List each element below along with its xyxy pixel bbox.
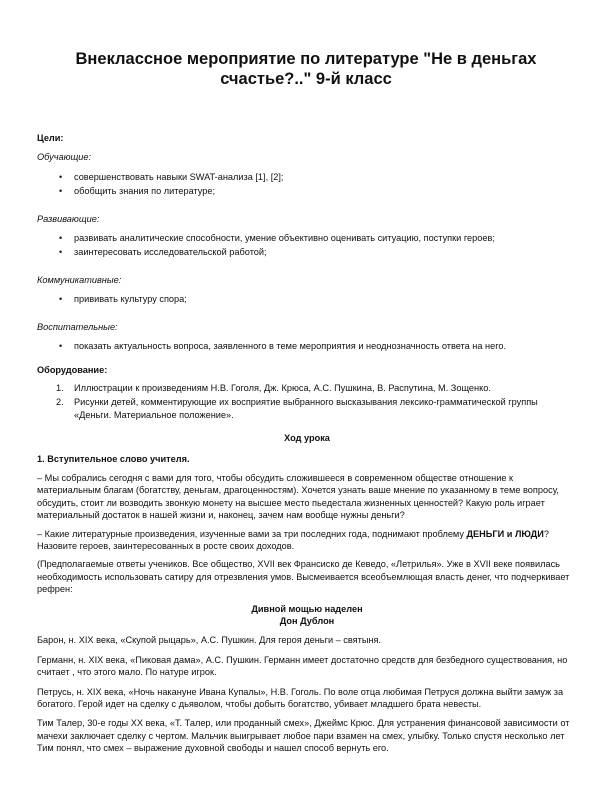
section-1-heading: 1. Вступительное слово учителя.	[37, 453, 190, 464]
paragraph-petrus: Петрусь, н. XIX века, «Ночь накануне Ивана Купалы», Н.В. Гоголь. По воле отца любимая Петруся должна выйти замуж за богатого. Герой идет на сделку с дьяволом, чтобы добыть богатство, убивает младшего брата невесты.	[37, 686, 564, 709]
equipment-list	[37, 382, 577, 421]
paragraph-tim-thaler: Тим Талер, 30-е годы XX века, «Т. Талер, или проданный смех», Джеймс Крюс. Для устранения финансовой зависимости от мачехи заключает сделку с чертом. Мальчик выигрывает любое пари взамен на смех, улыбку. Только спустя несколько лет Тим понял, что смех – выражение духовной свободы и нашел способ вернуть его.	[37, 718, 570, 754]
paragraph-intro: – Мы собрались сегодня с вами для того, чтобы обсудить сложившееся в современном обществе отношение к материальным благам (богатству, деньгам, драгоценностям). Хочется узнать ваше мнение по указанному в теме вопросу, обсудить, стоит ли возводить звонкую монету на высшее место пьедестала жизненных ценностей? Какую роль играет материальный достаток в нашей жизни и, наконец, зачем нам вообще нужны деньги?	[37, 472, 559, 521]
list-item: • совершенствовать навыки SWAT-анализа [1], [2];	[37, 171, 577, 183]
paragraph-question-start: – Какие литературные произведения, изученные вами за три последних года, поднимают проблему	[37, 528, 467, 539]
paragraph-baron: Барон, н. XIX века, «Скупой рыцарь», А.С. Пушкин. Для героя деньги – святыня.	[37, 635, 382, 646]
list-item: • прививать культуру спора;	[37, 293, 577, 305]
list-number: 2.	[56, 397, 64, 408]
goals-teaching-list	[37, 171, 577, 198]
title-line-2: счастье?.." 9-й класс	[220, 70, 392, 88]
list-item: • обобщить знания по литературе;	[37, 185, 577, 197]
paragraph-germann: Германн, н. XIX века, «Пиковая дама», А.С. Пушкин. Германн имеет достаточно средств для безбедного существования, но считает , что этого мало. По натуре игрок.	[37, 654, 568, 678]
goals-educational-label: Воспитательные:	[37, 321, 118, 332]
title-line-1: Внеклассное мероприятие по литературе "Не в деньгах	[75, 50, 537, 68]
list-item: • показать актуальность вопроса, заявленного в теме мероприятия и неоднозначность ответа на него.	[37, 340, 577, 352]
goals-communicative-list	[37, 293, 577, 305]
goals-teaching-label: Обучающие:	[37, 152, 92, 163]
goals-communicative-label: Коммуникативные:	[37, 274, 122, 285]
lesson-heading: Ход урока	[284, 433, 330, 444]
list-item: • заинтересовать исследовательской работой;	[37, 246, 577, 258]
goals-heading: Цели:	[37, 133, 64, 143]
list-text: Иллюстрации к произведениям Н.В. Гоголя, Дж. Крюса, А.С. Пушкина, В. Распутина, М. Зощенко.	[74, 382, 491, 393]
goals-educational-list	[37, 340, 577, 352]
list-item: • развивать аналитические способности, умение объективно оценивать ситуацию, поступки героев;	[37, 232, 577, 244]
goals-developing-list	[37, 232, 577, 259]
equipment-heading: Оборудование:	[37, 365, 108, 376]
problem-emphasis: ДЕНЬГИ и ЛЮДИ	[466, 528, 544, 539]
paragraph-question-end: ? Назовите героев, заинтересованных в росте своих доходов.	[37, 528, 549, 551]
refrain-line-1: Дивной мощью наделен	[251, 603, 363, 614]
list-item	[37, 396, 577, 421]
list-number: 1.	[56, 382, 64, 393]
goals-developing-label: Развивающие:	[37, 213, 100, 224]
list-text: Рисунки детей, комментирующие их восприятие выбранного высказывания лексико-грамматической группы «Деньги. Материальное положение».	[74, 397, 538, 420]
paragraph-answers: (Предполагаемые ответы учеников. Все общество, XVII век Франсиско де Кеведо, «Летрилья». Уже в XVII веке появилась необходимость использовать сатиру для отрезвления умов. Высмеивается всеобъемлющая власть денег, что подчеркивает рефрен:	[37, 559, 570, 595]
refrain-line-2: Дон Дублон	[279, 615, 335, 626]
list-item	[37, 382, 577, 394]
document-title	[30, 49, 582, 89]
document-body	[37, 132, 577, 755]
paragraph-question	[37, 528, 577, 553]
